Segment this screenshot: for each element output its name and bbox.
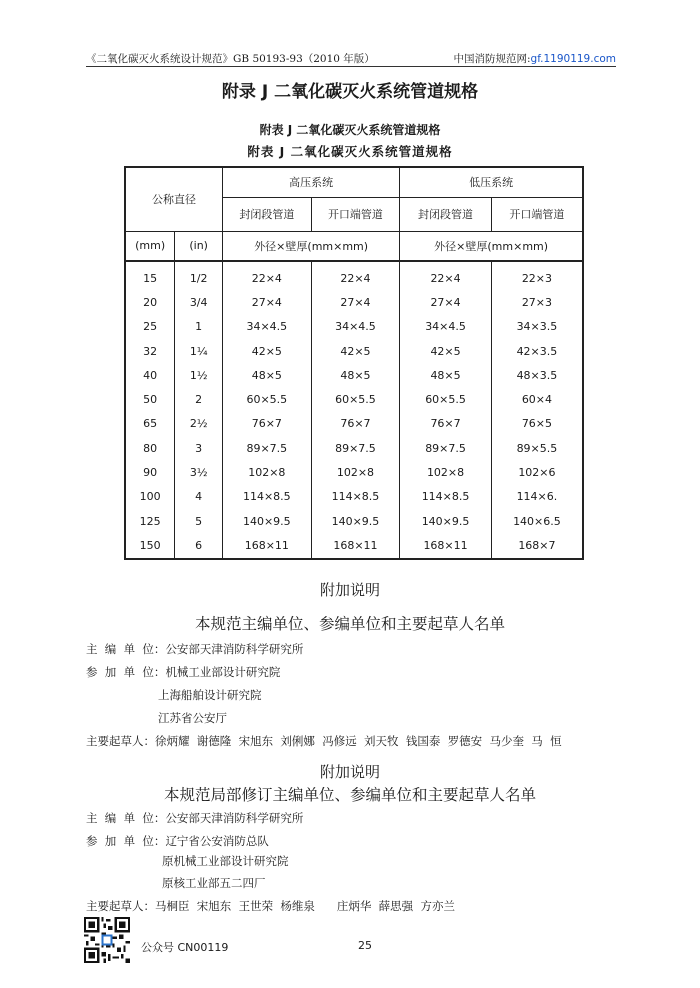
- section1-participating-label: 参 加 单 位：: [86, 665, 166, 679]
- cell-mm: 15: [143, 271, 158, 285]
- header-low-closed: 封闭段管道: [400, 197, 492, 231]
- cell-low-open: 140×6.5: [491, 509, 583, 533]
- cell-low-closed: 27×4: [400, 290, 492, 314]
- table-row: [125, 290, 583, 314]
- cell-low-open: 114×6.: [491, 485, 583, 509]
- cell-high-closed: 102×8: [223, 460, 312, 484]
- section1-drafters-label: 主要起草人：: [86, 734, 155, 748]
- cell-high-closed: 168×11: [223, 533, 312, 558]
- section1-heading: 附加说明: [319, 581, 380, 599]
- section2-chief-unit: [86, 810, 303, 826]
- cell-low-open: 34×3.5: [491, 315, 583, 339]
- header-low-pressure: 低压系统: [400, 167, 583, 197]
- header-high-pressure: 高压系统: [223, 167, 400, 197]
- table-row: [125, 509, 583, 533]
- wechat-account-text: 公众号 CN00119: [141, 941, 229, 954]
- section2-drafters-label: 主要起草人：: [86, 899, 155, 913]
- cell-in: 3½: [175, 460, 223, 484]
- cell-low-closed: 89×7.5: [400, 436, 492, 460]
- section2-participating-unit: [86, 833, 269, 849]
- cell-low-closed: 34×4.5: [400, 315, 492, 339]
- section1-chief-unit: [86, 641, 303, 657]
- cell-low-open: 42×3.5: [491, 339, 583, 363]
- header-low-od-wall: 外径×壁厚(mm×mm): [400, 231, 583, 261]
- cell-high-closed: 27×4: [223, 290, 312, 314]
- cell-mm: 20: [143, 295, 158, 309]
- cell-low-closed: 114×8.5: [400, 485, 492, 509]
- header-right: [453, 51, 616, 66]
- section1-participating-3: 江苏省公安厅: [158, 711, 227, 725]
- cell-low-open: 76×5: [491, 412, 583, 436]
- cell-high-open: 76×7: [311, 412, 400, 436]
- cell-in: 1½: [175, 363, 223, 387]
- cell-in: 5: [175, 509, 223, 533]
- cell-high-closed: 34×4.5: [223, 315, 312, 339]
- cell-mm: 25: [143, 320, 158, 334]
- table-row: [125, 315, 583, 339]
- table-row: [125, 412, 583, 436]
- header-unit-in: (in): [175, 231, 223, 261]
- table-caption-1: 附表 J 二氧化碳灭火系统管道规格: [259, 123, 441, 137]
- cell-in: 6: [175, 533, 223, 558]
- cell-high-closed: 140×9.5: [223, 509, 312, 533]
- section1-drafters: [86, 733, 562, 749]
- section2-participating-2: 原机械工业部设计研究院: [162, 854, 289, 868]
- cell-mm: 65: [143, 417, 158, 431]
- cell-high-open: 42×5: [311, 339, 400, 363]
- cell-in: 3/4: [175, 290, 223, 314]
- section2-participating-label: 参 加 单 位：: [86, 834, 166, 848]
- cell-high-open: 27×4: [311, 290, 400, 314]
- cell-in: 2½: [175, 412, 223, 436]
- section2-participating-1: 辽宁省公安消防总队: [165, 834, 269, 848]
- table-row: [125, 533, 583, 558]
- header-high-open: 开口端管道: [311, 197, 400, 231]
- cell-high-closed: 114×8.5: [223, 485, 312, 509]
- cell-low-open: 89×5.5: [491, 436, 583, 460]
- cell-high-closed: 60×5.5: [223, 387, 312, 411]
- cell-high-closed: 22×4: [223, 261, 312, 290]
- header-left-text: 《二氧化碳灭火系统设计规范》GB 50193-93（2010 年版）: [86, 53, 375, 65]
- cell-in: 1: [175, 315, 223, 339]
- cell-low-closed: 168×11: [400, 533, 492, 558]
- section2-drafters-value: 马桐臣 宋旭东 王世荣 杨维泉 庄炳华 薛思强 方亦兰: [155, 899, 455, 913]
- cell-in: 3: [175, 436, 223, 460]
- cell-low-closed: 140×9.5: [400, 509, 492, 533]
- section2-chief-label: 主 编 单 位：: [86, 811, 166, 825]
- section1-participating-unit: [86, 664, 280, 680]
- cell-low-closed: 22×4: [400, 261, 492, 290]
- table-row: [125, 261, 583, 290]
- section1-participating-2: 上海船舶设计研究院: [158, 688, 262, 702]
- section2-heading: 附加说明: [319, 763, 380, 781]
- section1-subheading: 本规范主编单位、参编单位和主要起草人名单: [194, 615, 505, 633]
- header-rule: [86, 66, 616, 67]
- cell-low-closed: 76×7: [400, 412, 492, 436]
- section1-chief-label: 主 编 单 位：: [86, 642, 166, 656]
- cell-in: 1/2: [175, 261, 223, 290]
- header-site-link[interactable]: gf.1190119.com: [530, 53, 616, 65]
- cell-high-open: 89×7.5: [311, 436, 400, 460]
- table-row: [125, 436, 583, 460]
- cell-mm: 90: [143, 466, 158, 480]
- cell-mm: 40: [143, 368, 158, 382]
- appendix-title: 附录 J 二氧化碳灭火系统管道规格: [221, 82, 479, 102]
- table-caption-2: 附表 J 二氧化碳灭火系统管道规格: [247, 144, 453, 159]
- cell-high-open: 34×4.5: [311, 315, 400, 339]
- cell-high-open: 22×4: [311, 261, 400, 290]
- cell-high-closed: 89×7.5: [223, 436, 312, 460]
- header-unit-mm: (mm): [125, 231, 175, 261]
- cell-in: 4: [175, 485, 223, 509]
- section2-subheading: 本规范局部修订主编单位、参编单位和主要起草人名单: [163, 786, 536, 804]
- pipe-spec-table: [124, 166, 584, 560]
- cell-mm: 50: [143, 393, 158, 407]
- cell-high-closed: 42×5: [223, 339, 312, 363]
- cell-low-open: 48×3.5: [491, 363, 583, 387]
- table-row: [125, 363, 583, 387]
- cell-low-closed: 48×5: [400, 363, 492, 387]
- cell-mm: 125: [139, 514, 161, 528]
- cell-low-closed: 102×8: [400, 460, 492, 484]
- cell-high-open: 114×8.5: [311, 485, 400, 509]
- cell-low-open: 22×3: [491, 261, 583, 290]
- cell-low-open: 27×3: [491, 290, 583, 314]
- page-number: 25: [358, 939, 372, 952]
- section1-drafters-value: 徐炳耀 谢德隆 宋旭东 刘俐娜 冯修远 刘天牧 钱国泰 罗德安 马少奎 马 恒: [155, 734, 562, 748]
- header-high-od-wall: 外径×壁厚(mm×mm): [223, 231, 400, 261]
- header-high-closed: 封闭段管道: [223, 197, 312, 231]
- section2-chief-value: 公安部天津消防科学研究所: [165, 811, 304, 825]
- cell-low-closed: 42×5: [400, 339, 492, 363]
- cell-high-closed: 76×7: [223, 412, 312, 436]
- cell-high-open: 48×5: [311, 363, 400, 387]
- section1-participating-1: 机械工业部设计研究院: [165, 665, 281, 679]
- cell-low-open: 60×4: [491, 387, 583, 411]
- section1-chief-value: 公安部天津消防科学研究所: [165, 642, 304, 656]
- table-row: [125, 485, 583, 509]
- cell-high-open: 168×11: [311, 533, 400, 558]
- cell-mm: 32: [143, 344, 158, 358]
- header-nominal-diameter: 公称直径: [125, 167, 223, 231]
- qr-code-icon: [84, 917, 130, 963]
- table-row: [125, 387, 583, 411]
- cell-high-open: 140×9.5: [311, 509, 400, 533]
- cell-in: 1¼: [175, 339, 223, 363]
- cell-mm: 80: [143, 441, 158, 455]
- cell-in: 2: [175, 387, 223, 411]
- table-row: [125, 460, 583, 484]
- table-row: [125, 339, 583, 363]
- cell-low-closed: 60×5.5: [400, 387, 492, 411]
- cell-mm: 150: [139, 538, 161, 552]
- cell-high-closed: 48×5: [223, 363, 312, 387]
- header-low-open: 开口端管道: [491, 197, 583, 231]
- cell-low-open: 102×6: [491, 460, 583, 484]
- cell-high-open: 60×5.5: [311, 387, 400, 411]
- header-site-name: 中国消防规范网:: [453, 53, 531, 65]
- cell-low-open: 168×7: [491, 533, 583, 558]
- cell-high-open: 102×8: [311, 460, 400, 484]
- cell-mm: 100: [139, 490, 161, 504]
- section2-drafters: [86, 898, 455, 914]
- section2-participating-3: 原核工业部五二四厂: [162, 876, 266, 890]
